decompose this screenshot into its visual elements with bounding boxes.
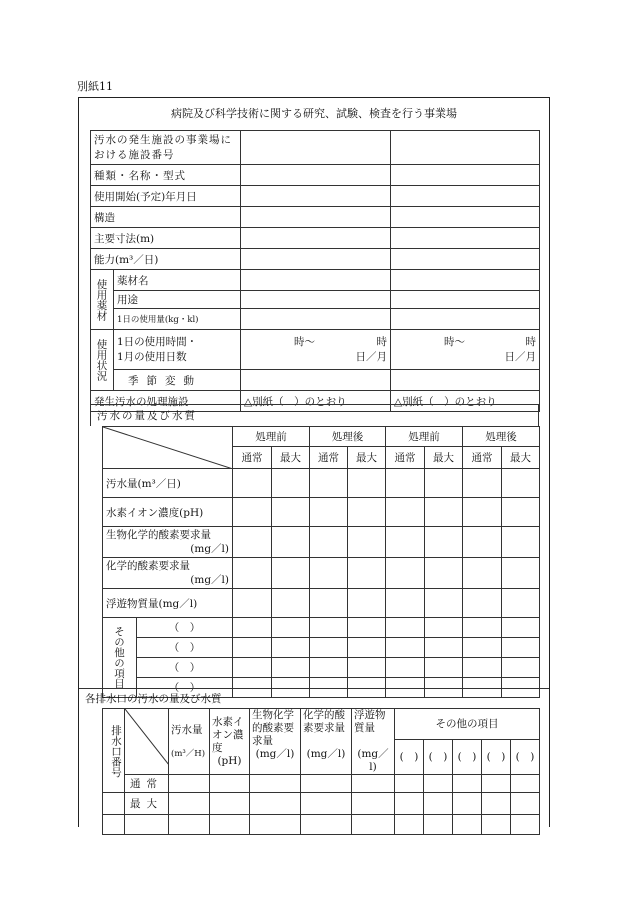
input-cell[interactable] <box>502 589 540 618</box>
table-row <box>103 709 540 740</box>
diagonal-line <box>103 427 233 469</box>
usage-hours-line1: 1日の使用時間・ <box>117 335 198 348</box>
table-row <box>103 658 540 678</box>
input-cell[interactable] <box>425 658 463 678</box>
input-cell[interactable] <box>502 527 540 558</box>
other-item-label[interactable]: （ ） <box>137 658 233 678</box>
input-cell[interactable] <box>386 658 425 678</box>
max-header: 最大 <box>272 447 310 469</box>
cod-text: 化学的酸素要求量 <box>303 709 345 734</box>
volume-label: 汚水量(m³／日) <box>103 469 233 498</box>
input-cell[interactable] <box>391 186 540 207</box>
input-cell[interactable] <box>453 775 482 793</box>
max-header: 最大 <box>425 447 463 469</box>
before-header: 処理前 <box>386 427 463 447</box>
input-cell[interactable] <box>424 793 453 815</box>
usage-hours-cell-a[interactable] <box>241 330 391 370</box>
input-cell[interactable] <box>482 815 511 835</box>
input-cell[interactable] <box>241 249 391 270</box>
seasonal-label: 季節変動 <box>114 370 241 391</box>
attachment-label: 別紙11 <box>77 80 113 93</box>
input-cell[interactable] <box>391 131 540 165</box>
time-hour: 時 <box>376 335 387 348</box>
input-cell[interactable] <box>453 815 482 835</box>
other-item-header[interactable]: ( ) <box>395 739 424 774</box>
bod-unit: (mg／l) <box>255 748 295 760</box>
input-cell[interactable] <box>233 527 272 558</box>
input-cell[interactable] <box>125 815 169 835</box>
type-name-label: 種類・名称・型式 <box>91 165 241 186</box>
input-cell[interactable] <box>241 131 391 165</box>
input-cell[interactable] <box>425 558 463 589</box>
other-items-header: その他の項目 <box>395 709 540 740</box>
input-cell[interactable] <box>241 270 391 291</box>
table-row <box>91 249 540 270</box>
input-cell[interactable] <box>241 309 391 330</box>
input-cell[interactable] <box>511 775 540 793</box>
input-cell[interactable] <box>511 793 540 815</box>
cod-label <box>103 558 233 589</box>
input-cell[interactable] <box>463 658 502 678</box>
input-cell[interactable] <box>395 815 424 835</box>
input-cell[interactable] <box>511 815 540 835</box>
input-cell[interactable] <box>301 793 352 815</box>
treatment-label: 発生汚水の処理施設 <box>91 391 241 412</box>
table-row <box>103 638 540 658</box>
structure-label: 構造 <box>91 207 241 228</box>
input-cell[interactable] <box>463 527 502 558</box>
input-cell[interactable] <box>463 469 502 498</box>
input-cell[interactable] <box>348 469 386 498</box>
chemical-use-label: 用途 <box>114 291 241 309</box>
input-cell[interactable] <box>352 815 395 835</box>
input-cell[interactable] <box>386 638 425 658</box>
form-frame <box>78 97 550 827</box>
input-cell[interactable] <box>241 370 391 391</box>
other-item-label[interactable]: （ ） <box>137 618 233 638</box>
input-cell[interactable] <box>386 558 425 589</box>
outlet-heading: 各排水口の汚水の量及び水質 <box>79 688 549 708</box>
volume-text: 汚水量 <box>171 723 203 736</box>
table-row <box>91 291 540 309</box>
input-cell[interactable] <box>463 638 502 658</box>
input-cell[interactable] <box>386 498 425 527</box>
input-cell[interactable] <box>301 815 352 835</box>
input-cell[interactable] <box>250 815 301 835</box>
ss-unit: (mg／l) <box>357 748 389 773</box>
bod-header <box>250 709 301 775</box>
max-header: 最大 <box>348 447 386 469</box>
normal-label: 通常 <box>125 775 169 793</box>
table-row <box>103 793 540 815</box>
input-cell[interactable] <box>241 228 391 249</box>
ss-label: 浮遊物質量(mg／l) <box>103 589 233 618</box>
input-cell[interactable] <box>241 186 391 207</box>
other-item-header[interactable]: ( ) <box>482 739 511 774</box>
cod-unit: (mg／l) <box>190 574 229 586</box>
normal-header: 通常 <box>310 447 348 469</box>
treatment-value-a[interactable]: △別紙（ ）のとおり <box>241 391 391 412</box>
outlet-table <box>102 708 540 835</box>
input-cell[interactable] <box>482 775 511 793</box>
input-cell[interactable] <box>391 370 540 391</box>
table-row <box>103 815 540 835</box>
input-cell[interactable] <box>233 469 272 498</box>
ph-unit: (pH) <box>217 754 242 767</box>
input-cell[interactable] <box>386 527 425 558</box>
max-header: 最大 <box>502 447 540 469</box>
table-row <box>103 469 540 498</box>
table-row <box>103 498 540 527</box>
other-item-header[interactable]: ( ) <box>424 739 453 774</box>
input-cell[interactable] <box>391 309 540 330</box>
input-cell[interactable] <box>310 527 348 558</box>
input-cell[interactable] <box>391 270 540 291</box>
input-cell[interactable] <box>424 815 453 835</box>
input-cell[interactable] <box>310 658 348 678</box>
input-cell[interactable] <box>233 658 272 678</box>
table-row <box>103 558 540 589</box>
input-cell[interactable] <box>272 638 310 658</box>
table-row <box>91 131 540 165</box>
other-item-header[interactable]: ( ) <box>453 739 482 774</box>
normal-header: 通常 <box>463 447 502 469</box>
input-cell[interactable] <box>250 793 301 815</box>
input-cell[interactable] <box>169 815 210 835</box>
bod-text: 生物化学的酸素要求量 <box>106 529 211 541</box>
input-cell[interactable] <box>391 228 540 249</box>
input-cell[interactable] <box>241 207 391 228</box>
input-cell[interactable] <box>250 775 301 793</box>
input-cell[interactable] <box>502 469 540 498</box>
table-row <box>103 427 540 447</box>
input-cell[interactable] <box>502 618 540 638</box>
input-cell[interactable] <box>169 793 210 815</box>
input-cell[interactable] <box>310 589 348 618</box>
start-date-label: 使用開始(予定)年月日 <box>91 186 241 207</box>
ph-header <box>210 709 250 775</box>
bod-unit: (mg／l) <box>190 543 229 555</box>
input-cell[interactable] <box>463 618 502 638</box>
quality-heading: 汚水の量及び水質 <box>90 404 539 426</box>
other-item-label[interactable]: （ ） <box>137 638 233 658</box>
input-cell[interactable] <box>103 815 125 835</box>
input-cell[interactable] <box>348 527 386 558</box>
chemical-name-label: 薬材名 <box>114 270 241 291</box>
input-cell[interactable] <box>233 589 272 618</box>
input-cell[interactable] <box>241 291 391 309</box>
input-cell[interactable] <box>425 469 463 498</box>
input-cell[interactable] <box>348 658 386 678</box>
input-cell[interactable] <box>272 658 310 678</box>
time-from: 時〜 <box>444 335 465 348</box>
normal-header: 通常 <box>233 447 272 469</box>
input-cell[interactable] <box>310 558 348 589</box>
input-cell[interactable] <box>425 527 463 558</box>
diagonal-line <box>125 709 169 765</box>
volume-header <box>169 709 210 775</box>
table-row <box>91 309 540 330</box>
input-cell[interactable] <box>425 638 463 658</box>
table-row <box>91 330 540 370</box>
input-cell[interactable] <box>272 589 310 618</box>
ss-header <box>352 709 395 775</box>
diagonal-header <box>125 709 169 775</box>
form-title: 病院及び科学技術に関する研究、試験、検査を行う事業場 <box>171 107 457 120</box>
input-cell[interactable] <box>352 793 395 815</box>
input-cell[interactable] <box>301 775 352 793</box>
cod-header <box>301 709 352 775</box>
facility-table <box>90 130 540 412</box>
day-month: 日／月 <box>355 350 387 363</box>
input-cell[interactable] <box>272 527 310 558</box>
time-from: 時〜 <box>294 335 315 348</box>
bod-text: 生物化学的酸素要求量 <box>252 709 294 747</box>
input-cell[interactable] <box>425 618 463 638</box>
input-cell[interactable] <box>348 589 386 618</box>
input-cell[interactable] <box>272 558 310 589</box>
input-cell[interactable] <box>463 558 502 589</box>
table-row <box>91 186 540 207</box>
input-cell[interactable] <box>210 793 250 815</box>
after-header: 処理後 <box>463 427 540 447</box>
daily-usage-label: 1日の使用量(kg・kl) <box>114 309 241 330</box>
input-cell[interactable] <box>348 558 386 589</box>
table-row <box>91 270 540 291</box>
input-cell[interactable] <box>391 165 540 186</box>
usage-hours-cell-b[interactable] <box>391 330 540 370</box>
day-month: 日／月 <box>504 350 536 363</box>
input-cell[interactable] <box>502 498 540 527</box>
input-cell[interactable] <box>310 498 348 527</box>
input-cell[interactable] <box>463 589 502 618</box>
input-cell[interactable] <box>241 165 391 186</box>
input-cell[interactable] <box>424 775 453 793</box>
input-cell[interactable] <box>386 469 425 498</box>
other-items-group: その他の項目 <box>103 618 137 698</box>
input-cell[interactable] <box>272 469 310 498</box>
input-cell[interactable] <box>210 815 250 835</box>
input-cell[interactable] <box>233 558 272 589</box>
input-cell[interactable] <box>233 638 272 658</box>
other-item-label[interactable]: （ ） <box>137 678 233 698</box>
normal-header: 通常 <box>386 447 425 469</box>
max-label: 最大 <box>125 793 169 815</box>
input-cell[interactable] <box>502 638 540 658</box>
usage-hours-label <box>114 330 241 370</box>
input-cell[interactable] <box>425 589 463 618</box>
time-hour: 時 <box>525 335 536 348</box>
table-row <box>91 207 540 228</box>
input-cell[interactable] <box>395 793 424 815</box>
treatment-value-b[interactable]: △別紙（ ）のとおり <box>391 391 540 412</box>
input-cell[interactable] <box>425 498 463 527</box>
quality-table <box>102 426 540 698</box>
table-row <box>103 589 540 618</box>
table-row <box>91 228 540 249</box>
input-cell[interactable] <box>482 793 511 815</box>
table-row <box>103 618 540 638</box>
input-cell[interactable] <box>395 775 424 793</box>
input-cell[interactable] <box>391 249 540 270</box>
usage-group-label: 使用状況 <box>91 330 114 391</box>
input-cell[interactable] <box>310 469 348 498</box>
input-cell[interactable] <box>169 775 210 793</box>
table-row <box>103 527 540 558</box>
input-cell[interactable] <box>463 498 502 527</box>
input-cell[interactable] <box>310 638 348 658</box>
input-cell[interactable] <box>391 291 540 309</box>
table-row <box>103 775 540 793</box>
input-cell[interactable] <box>352 775 395 793</box>
ss-text: 浮遊物質量 <box>354 709 386 734</box>
bod-label <box>103 527 233 558</box>
after-header: 処理後 <box>310 427 386 447</box>
input-cell[interactable] <box>233 498 272 527</box>
volume-unit: (m³／H) <box>171 748 206 759</box>
diagonal-header <box>103 427 233 469</box>
outlet-number-header: 排水口番号 <box>103 709 125 793</box>
other-item-header[interactable]: ( ) <box>511 739 540 774</box>
input-cell[interactable] <box>233 618 272 638</box>
input-cell[interactable] <box>502 558 540 589</box>
input-cell[interactable] <box>103 793 125 815</box>
input-cell[interactable] <box>210 775 250 793</box>
table-row <box>91 370 540 391</box>
cod-unit: (mg／l) <box>306 748 346 760</box>
input-cell[interactable] <box>310 618 348 638</box>
before-header: 処理前 <box>233 427 310 447</box>
usage-hours-line2: 1月の使用日数 <box>117 350 187 363</box>
dimensions-label: 主要寸法(m) <box>91 228 241 249</box>
cod-text: 化学的酸素要求量 <box>106 560 190 572</box>
ph-label: 水素イオン濃度(pH) <box>103 498 233 527</box>
input-cell[interactable] <box>348 498 386 527</box>
ph-text: 水素イオン濃度 <box>212 715 244 754</box>
facility-number-label: 汚水の発生施設の事業場における施設番号 <box>91 131 241 165</box>
capacity-label: 能力(m³／日) <box>91 249 241 270</box>
input-cell[interactable] <box>386 618 425 638</box>
input-cell[interactable] <box>386 589 425 618</box>
input-cell[interactable] <box>348 638 386 658</box>
input-cell[interactable] <box>502 658 540 678</box>
input-cell[interactable] <box>272 498 310 527</box>
input-cell[interactable] <box>272 618 310 638</box>
input-cell[interactable] <box>453 793 482 815</box>
input-cell[interactable] <box>391 207 540 228</box>
input-cell[interactable] <box>348 618 386 638</box>
table-row <box>91 165 540 186</box>
chemicals-group-label: 使用薬材 <box>91 270 114 330</box>
